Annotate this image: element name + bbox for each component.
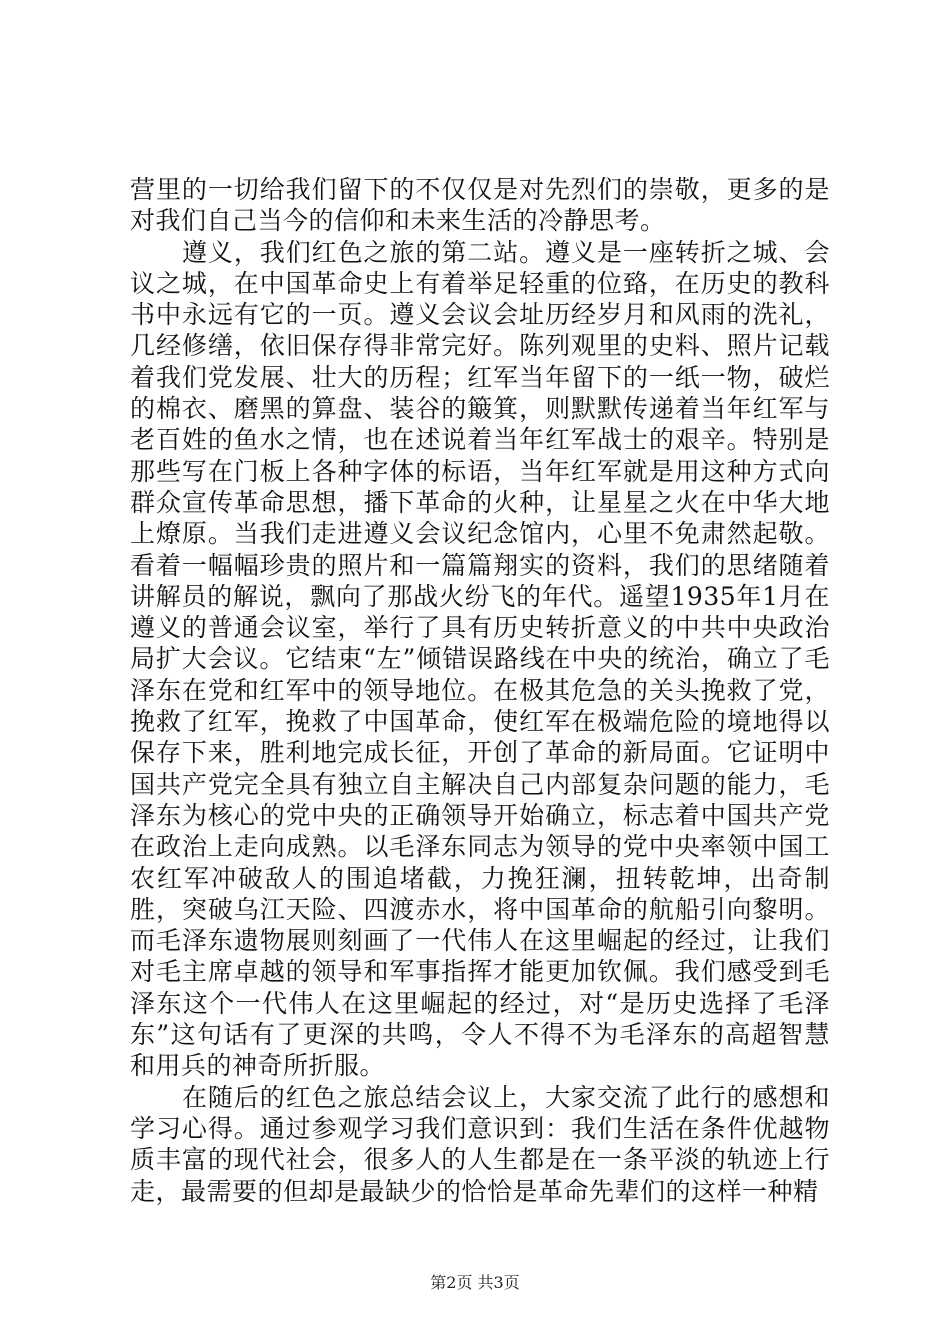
paragraph-3: 在随后的红色之旅总结会议上，大家交流了此行的感想和学习心得。通过参观学习我们意识到：我们生活在条件优越物质丰富的现代社会，很多人的人生都是在一条平淡的轨迹上行走，最需要的但却是最缺少的恰恰是革命先辈们的这样一种精 [130, 1082, 830, 1206]
document-body [130, 174, 830, 1207]
paragraph-2: 遵义，我们红色之旅的第二站。遵义是一座转折之城、会议之城，在中国革命史上有着举足轻重的位臵，在历史的教科书中永远有它的一页。遵义会议会址历经岁月和风雨的洗礼，几经修缮，依旧保存得非常完好。陈列观里的史料、照片记载着我们党发展、壮大的历程；红军当年留下的一纸一物，破烂的棉衣、磨黑的算盘、装谷的簸箕，则默默传递着当年红军与老百姓的鱼水之情，也在述说着当年红军战士的艰辛。特别是那些写在门板上各种字体的标语，当年红军就是用这种方式向群众宣传革命思想，播下革命的火种，让星星之火在中华大地上燎原。当我们走进遵义会议纪念馆内，心里不免肃然起敬。看着一幅幅珍贵的照片和一篇篇翔实的资料，我们的思绪随着讲解员的解说，飘向了那战火纷飞的年代。遥望1935年1月在遵义的普通会议室，举行了具有历史转折意义的中共中央政治局扩大会议。它结束“左”倾错误路线在中央的统治，确立了毛泽东在党和红军中的领导地位。在极其危急的关头挽救了党，挽救了红军，挽救了中国革命，使红军在极端危险的境地得以保存下来，胜利地完成长征，开创了革命的新局面。它证明中国共产党完全具有独立自主解决自己内部复杂问题的能力，毛泽东为核心的党中央的正确领导开始确立，标志着中国共产党在政治上走向成熟。以毛泽东同志为领导的党中央率领中国工农红军冲破敌人的围追堵截，力挽狂澜，扭转乾坤，出奇制胜，突破乌江天险、四渡赤水，将中国革命的航船引向黎明。而毛泽东遗物展则刻画了一代伟人在这里崛起的经过，让我们对毛主席卓越的领导和军事指挥才能更加钦佩。我们感受到毛泽东这个一代伟人在这里崛起的经过，对“是历史选择了毛泽东”这句话有了更深的共鸣，令人不得不为毛泽东的高超智慧和用兵的神奇所折服。 [130, 237, 830, 1081]
paragraph-1: 营里的一切给我们留下的不仅仅是对先烈们的崇敬，更多的是对我们自己当今的信仰和未来生活的冷静思考。 [130, 175, 830, 236]
page-footer: 第2页 共3页 [430, 1273, 520, 1292]
